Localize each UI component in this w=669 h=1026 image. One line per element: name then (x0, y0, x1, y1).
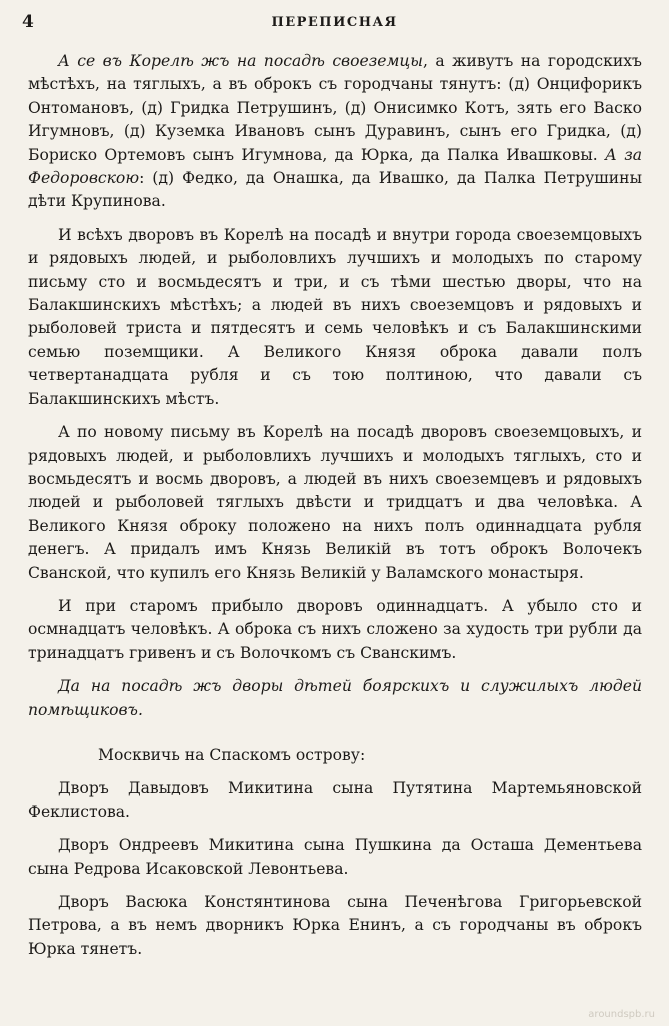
paragraph-7: Дворъ Ондреевъ Микитина сына Пушкина да Осташа Дементьева сына Редрова Исаковской Левонтьева. (28, 836, 642, 878)
section-heading: Москвичь на Спаскомъ острову: (98, 745, 366, 764)
paragraph-1-lead: А се въ Корелѣ жъ на посадѣ своеземцы (58, 52, 423, 70)
running-title: ПЕРЕПИСНАЯ (271, 15, 398, 30)
paragraph-8: Дворъ Васюка Констянтинова сына Печенѣгова Григорьевской Петрова, а въ немъ дворникъ Юрка Енинъ, а съ городчаны въ оброкъ Юрка тянетъ. (28, 893, 642, 958)
page-body (28, 50, 642, 971)
paragraph-5: Да на посадѣ жъ дворы дѣтей боярскихъ и служилыхъ людей помѣщиковъ. (28, 677, 642, 719)
paragraph-1-rest: , а живутъ на городскихъ мѣстѣхъ, на тяглыхъ, а въ оброкъ съ городчаны тянутъ: (д) Онцифорикъ Онтомановъ, (д) Гридка Петрушинъ, (д) Онисимко Котъ, зять его Васко Игумновъ, (д) Куземка Ивановъ сынъ Дуравинъ, сынъ его Гридка, (д) Бориско Ортемовъ сынъ Игумнова, да Юрка, да Палка Ивашковы. (28, 52, 642, 164)
page-header (0, 12, 669, 34)
paragraph-4: И при старомъ прибыло дворовъ одиннадцатъ. А убыло сто и осмнадцатъ человѣкъ. А оброка съ нихъ сложено за худость три рубли да тринадцатъ гривенъ и съ Волочкомъ съ Сванскимъ. (28, 596, 642, 662)
paragraph-6: Дворъ Давыдовъ Микитина сына Путятина Мартемьяновской Феклистова. (28, 779, 642, 821)
paragraph-1-tail: : (д) Федко, да Онашка, да Ивашко, да Палка Петрушины дѣти Крупинова. (28, 169, 642, 211)
paragraph-2: И всѣхъ дворовъ въ Корелѣ на посадѣ и внутри города своеземцовыхъ и рядовыхъ людей, и рыболовлихъ лучшихъ и молодыхъ по старому письму сто и восмьдесятъ и три, и съ тѣми шестью дворы, что на Балакшинскихъ мѣстѣхъ; а людей въ нихъ своеземцовъ и рядовыхъ и рыболовей триста и пятдесятъ и семь человѣкъ и съ Балакшинскими семью поземщики. А Великого Князя оброка давали полъ четвертанадцата рубля и съ тою полтиною, что давали съ Балакшинскихъ мѣстъ. (28, 225, 642, 408)
paragraph-3: А по новому письму въ Корелѣ на посадѣ дворовъ своеземцовыхъ, и рядовыхъ людей, и рыболовлихъ лучшихъ и молодыхъ тяглыхъ, сто и восмьдесятъ и восмь дворовъ, а людей въ нихъ своеземцевъ и рядовыхъ людей и рыболовей тяглыхъ двѣсти и тридцатъ и два человѣка. А Великого Князя оброку положено на нихъ полъ одиннадцата рубля денегъ. А придалъ имъ Князь Великій въ тотъ оброкъ Волочекъ Сванской, что купилъ его Князь Великій у Валамского монастыря. (28, 423, 642, 582)
page-number: 4 (22, 12, 34, 32)
paragraph-1 (28, 50, 642, 214)
paragraph-1-mid: А за Федоровскою (28, 145, 642, 188)
watermark: aroundspb.ru (588, 1009, 655, 1020)
